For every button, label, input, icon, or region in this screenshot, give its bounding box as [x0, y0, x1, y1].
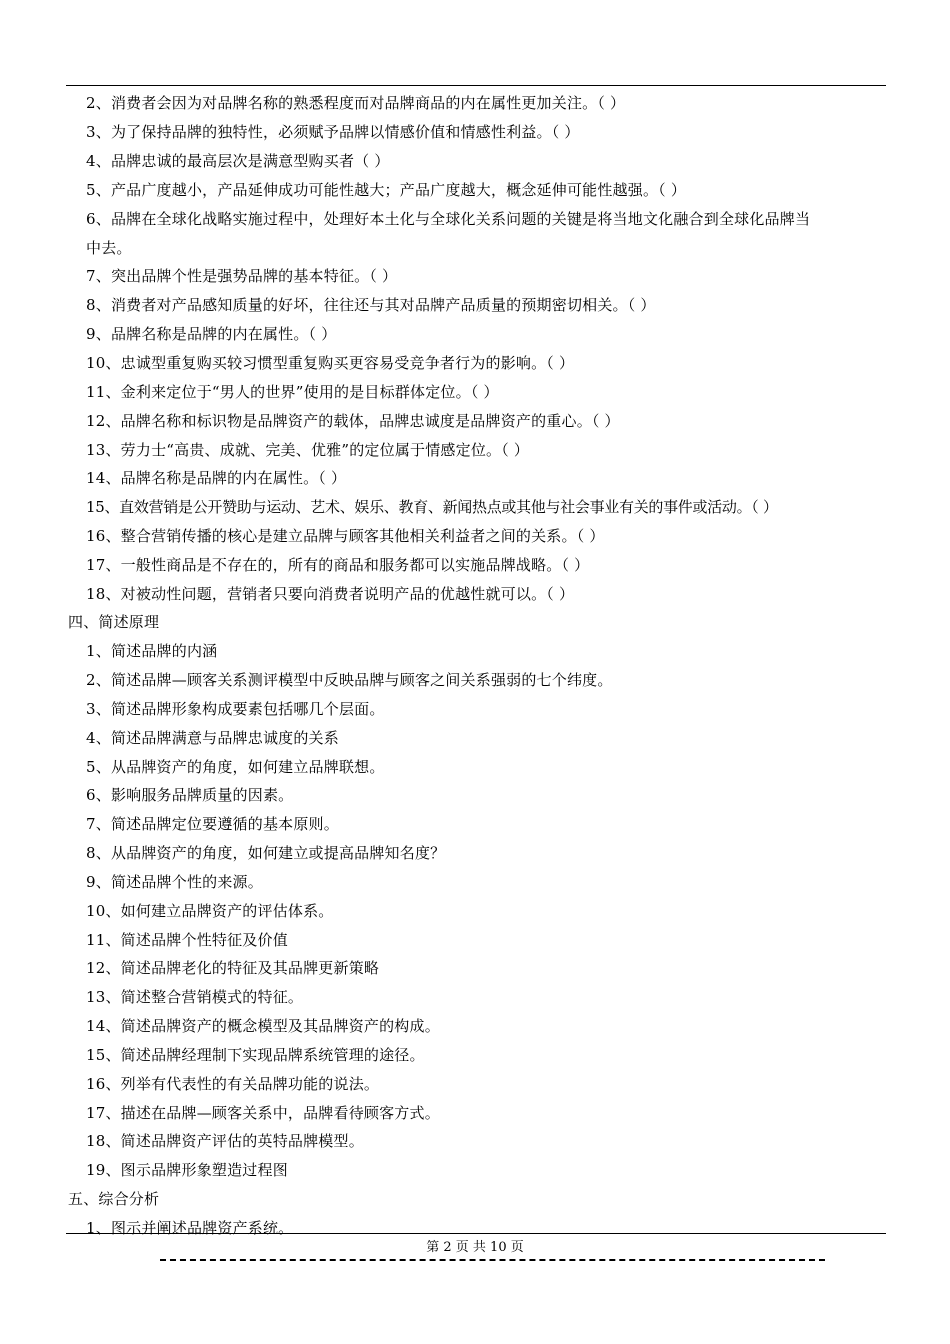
footer-rule [66, 1233, 886, 1234]
question-line: 10、如何建立品牌资产的评估体系。 [86, 902, 334, 920]
question-line: 7、简述品牌定位要遵循的基本原则。 [86, 815, 339, 833]
header-rule [66, 85, 886, 86]
question-line: 10、忠诚型重复购买较习惯型重复购买更容易受竞争者行为的影响。（ ） [86, 354, 575, 372]
question-line: 11、金利来定位于“男人的世界”使用的是目标群体定位。（ ） [86, 383, 499, 401]
question-line: 6、品牌在全球化战略实施过程中，处理好本土化与全球化关系问题的关键是将当地文化融合到全球化品牌当 [86, 210, 811, 228]
question-line: 12、简述品牌老化的特征及其品牌更新策略 [86, 959, 380, 977]
section-heading: 五、综合分析 [68, 1190, 160, 1208]
page-number: 第 2 页 共 10 页 [426, 1240, 524, 1255]
question-line: 11、简述品牌个性特征及价值 [86, 931, 288, 949]
question-line: 9、品牌名称是品牌的内在属性。（ ） [86, 325, 337, 343]
question-line: 12、品牌名称和标识物是品牌资产的载体，品牌忠诚度是品牌资产的重心。（ ） [86, 412, 620, 430]
question-line: 4、简述品牌满意与品牌忠诚度的关系 [86, 729, 339, 747]
question-line: 17、描述在品牌—顾客关系中，品牌看待顾客方式。 [86, 1104, 440, 1122]
question-line: 18、简述品牌资产评估的英特品牌模型。 [86, 1132, 364, 1150]
question-line: 15、简述品牌经理制下实现品牌系统管理的途径。 [86, 1046, 425, 1064]
question-line: 9、简述品牌个性的来源。 [86, 873, 263, 891]
question-line: 14、品牌名称是品牌的内在属性。（ ） [86, 469, 347, 487]
question-line: 19、图示品牌形象塑造过程图 [86, 1161, 288, 1179]
question-line: 8、从品牌资产的角度，如何建立或提高品牌知名度？ [86, 844, 446, 862]
question-line: 17、一般性商品是不存在的，所有的商品和服务都可以实施品牌战略。（ ） [86, 556, 590, 574]
question-line: 16、列举有代表性的有关品牌功能的说法。 [86, 1075, 380, 1093]
question-line: 1、图示并阐述品牌资产系统。 [86, 1219, 294, 1237]
question-line: 18、对被动性问题，营销者只要向消费者说明产品的优越性就可以。（ ） [86, 585, 575, 603]
question-line: 13、简述整合营销模式的特征。 [86, 988, 304, 1006]
dashed-cut-line [160, 1259, 825, 1261]
question-line: 8、消费者对产品感知质量的好坏，往往还与其对品牌产品质量的预期密切相关。（ ） [86, 296, 656, 314]
question-line: 2、消费者会因为对品牌名称的熟悉程度而对品牌商品的内在属性更加关注。（ ） [86, 94, 626, 112]
question-line: 4、品牌忠诚的最高层次是满意型购买者（ ） [86, 152, 390, 170]
question-line: 2、简述品牌—顾客关系测评模型中反映品牌与顾客之间关系强弱的七个纬度。 [86, 671, 613, 689]
question-line: 13、劳力士“高贵、成就、完美、优雅”的定位属于情感定位。（ ） [86, 441, 530, 459]
question-line: 15、直效营销是公开赞助与运动、艺术、娱乐、教育、新闻热点或其他与社会事业有关的事件或活动。（ ） [86, 498, 778, 516]
question-line: 3、为了保持品牌的独特性，必须赋予品牌以情感价值和情感性利益。（ ） [86, 123, 580, 141]
question-line: 14、简述品牌资产的概念模型及其品牌资产的构成。 [86, 1017, 440, 1035]
question-line: 5、产品广度越小，产品延伸成功可能性越大；产品广度越大，概念延伸可能性越强。（ ） [86, 181, 687, 199]
question-line: 1、简述品牌的内涵 [86, 642, 218, 660]
section-heading: 四、简述原理 [68, 613, 160, 631]
question-line: 7、突出品牌个性是强势品牌的基本特征。（ ） [86, 267, 398, 285]
question-line: 6、影响服务品牌质量的因素。 [86, 786, 294, 804]
question-line: 5、从品牌资产的角度，如何建立品牌联想。 [86, 758, 385, 776]
question-line: 16、整合营销传播的核心是建立品牌与顾客其他相关利益者之间的关系。（ ） [86, 527, 605, 545]
question-line: 3、简述品牌形象构成要素包括哪几个层面。 [86, 700, 385, 718]
question-line-continued: 中去。 [86, 239, 132, 257]
